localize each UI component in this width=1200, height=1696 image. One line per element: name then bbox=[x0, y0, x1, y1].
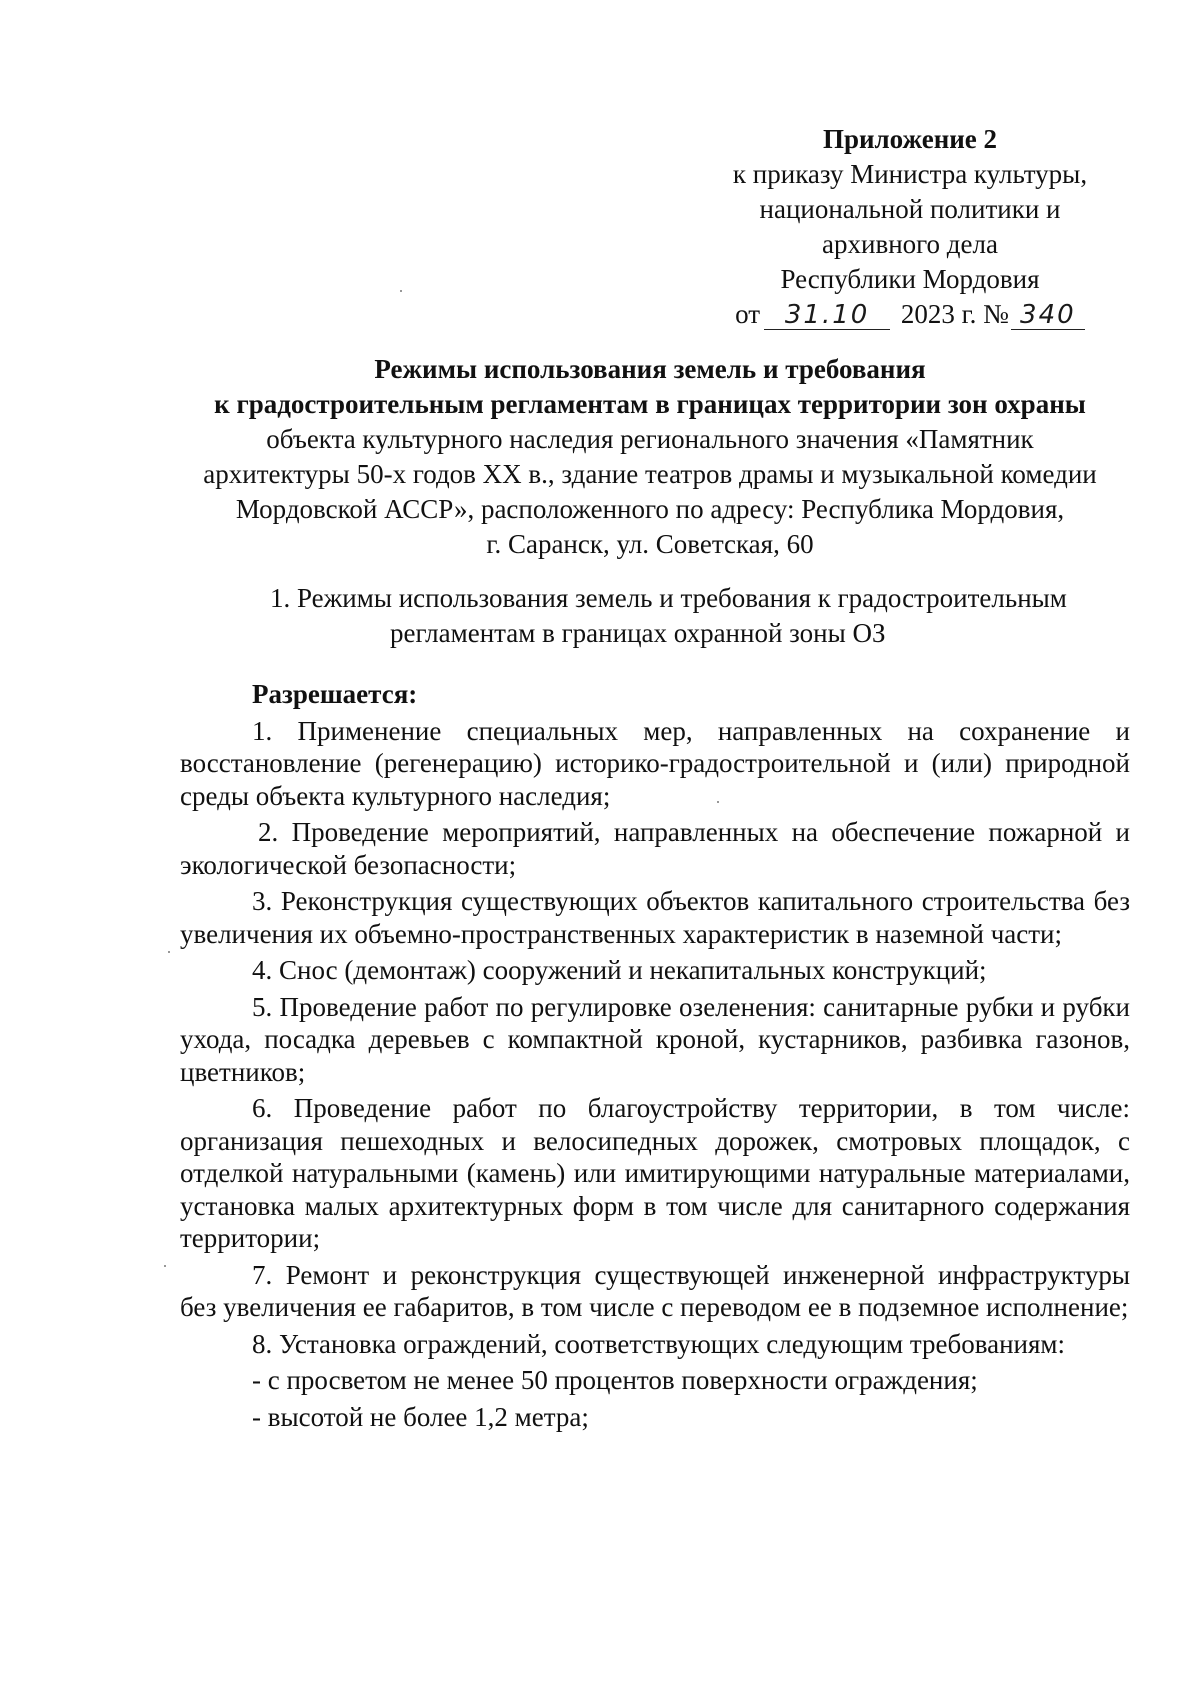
sub-list-item: - высотой не более 1,2 метра; bbox=[252, 1401, 589, 1432]
list-item: 8. Установка ограждений, соответствующих следующим требованиям: bbox=[252, 1328, 1065, 1359]
order-date-line bbox=[700, 297, 1120, 332]
list-item: 7. Ремонт и реконструкция существующей инженерной инфраструктуры без увеличения ее габаритов, в том числе с переводом ее в подземное исполнение; bbox=[180, 1259, 1130, 1322]
appendix-line-2: национальной политики и bbox=[759, 194, 1061, 224]
handwritten-date: 31.10 bbox=[764, 301, 890, 330]
appendix-line-4: Республики Мордовия bbox=[780, 264, 1040, 294]
list-item: 4. Снос (демонтаж) сооружений и некапитальных конструкций; bbox=[252, 955, 987, 985]
list-item: 2. Проведение мероприятий, направленных на обеспечение пожарной и экологической безопасности; bbox=[180, 817, 1130, 880]
title-line-1: Режимы использования земель и требования bbox=[374, 354, 926, 384]
allowed-label: Разрешается: bbox=[252, 679, 418, 709]
section-heading-line-1: 1. Режимы использования земель и требования к градостроительным bbox=[270, 583, 1067, 613]
title-line-3: объекта культурного наследия регионального значения «Памятник bbox=[266, 424, 1034, 454]
handwritten-number: 340 bbox=[1011, 301, 1085, 330]
sub-list-item: - с просветом не менее 50 процентов поверхности ограждения; bbox=[252, 1365, 978, 1395]
scan-speck bbox=[164, 1265, 166, 1267]
section-heading bbox=[170, 581, 1170, 651]
list-item: 5. Проведение работ по регулировке озеленения: санитарные рубки и рубки ухода, посадка деревьев с компактной кроной, кустарников, разбивка газонов, цветников; bbox=[180, 991, 1130, 1087]
document-title bbox=[170, 352, 1130, 562]
list-item: 3. Реконструкция существующих объектов капитального строительства без увеличения их объемно-пространственных характеристик в наземной части; bbox=[180, 886, 1130, 949]
scan-speck bbox=[400, 290, 402, 292]
appendix-line-1: к приказу Министра культуры, bbox=[732, 159, 1088, 189]
appendix-title: Приложение 2 bbox=[822, 124, 998, 154]
document-body bbox=[180, 678, 1130, 1437]
scan-speck bbox=[168, 951, 170, 953]
title-line-4: архитектуры 50-х годов XX в., здание театров драмы и музыкальной комедии bbox=[203, 459, 1097, 489]
appendix-line-3: архивного дела bbox=[822, 229, 998, 259]
date-prefix: от bbox=[735, 299, 761, 329]
title-line-2: к градостроительным регламентам в границах территории зон охраны bbox=[214, 389, 1086, 419]
title-line-5: Мордовской АССР», расположенного по адресу: Республика Мордовия, bbox=[235, 494, 1065, 524]
section-heading-line-2: регламентам в границах охранной зоны ОЗ bbox=[390, 618, 886, 648]
list-item: 6. Проведение работ по благоустройству территории, в том числе: организация пешеходных и велосипедных дорожек, смотровых площадок, с отделкой натуральными (камень) или имитирующими натуральные материалами, установка малых архитектурных форм в том числе для санитарного содержания территории; bbox=[180, 1093, 1130, 1253]
year-and-number-label: 2023 г. № bbox=[900, 299, 1009, 329]
scan-speck bbox=[717, 801, 719, 803]
appendix-header bbox=[700, 122, 1120, 332]
title-line-6: г. Саранск, ул. Советская, 60 bbox=[486, 529, 814, 559]
list-item: 1. Применение специальных мер, направленных на сохранение и восстановление (регенерацию) историко-градостроительной и (или) природной среды объекта культурного наследия; bbox=[180, 715, 1130, 811]
